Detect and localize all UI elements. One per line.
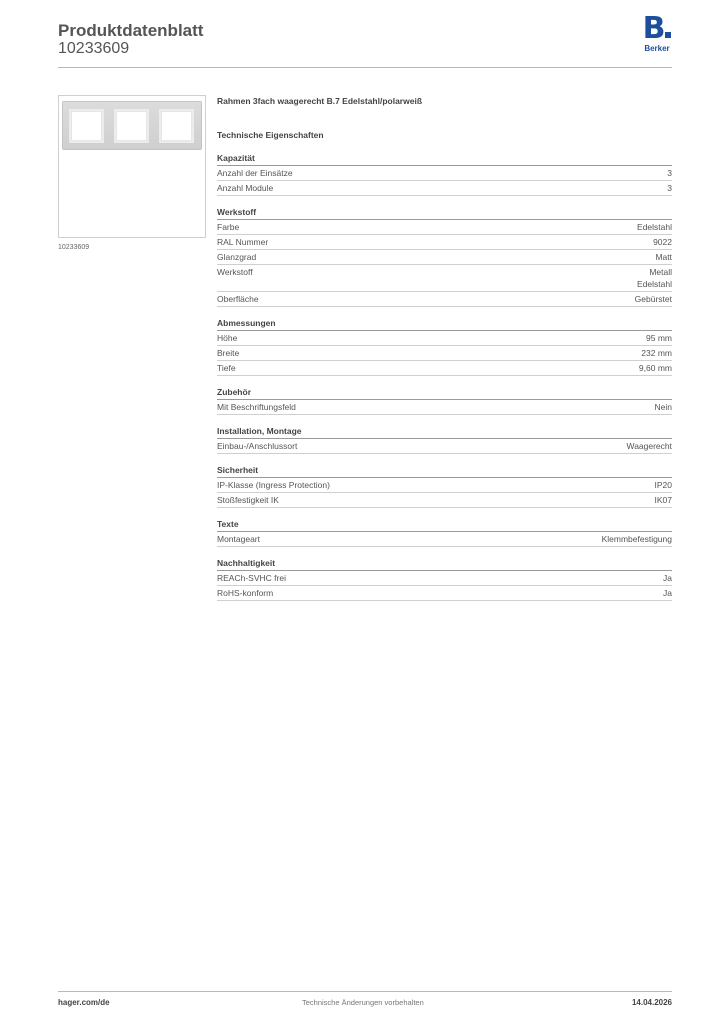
spec-label: Höhe	[217, 333, 238, 343]
technical-properties-heading: Technische Eigenschaften	[217, 130, 324, 140]
spec-row	[217, 166, 672, 181]
section-title: Werkstoff	[217, 206, 672, 220]
spec-label: RoHS-konform	[217, 588, 274, 598]
berker-logo	[640, 11, 674, 55]
spec-value-line: IP20	[654, 480, 672, 490]
image-caption: 10233609	[58, 244, 90, 251]
spec-value	[637, 266, 672, 290]
spec-value-line: Edelstahl	[637, 222, 672, 232]
product-title: Rahmen 3fach waagerecht B.7 Edelstahl/polarweiß	[217, 96, 423, 106]
spec-content	[217, 94, 672, 601]
footer-divider	[58, 991, 672, 992]
spec-label: Oberfläche	[217, 294, 259, 304]
spec-value-line: Edelstahl	[637, 279, 672, 289]
section-title: Nachhaltigkeit	[217, 557, 672, 571]
spec-row	[217, 235, 672, 250]
spec-section	[217, 206, 672, 307]
spec-row	[217, 493, 672, 508]
spec-value	[655, 479, 673, 491]
logo-dot	[665, 32, 671, 38]
spec-section	[217, 317, 672, 376]
spec-value-line: Klemmbefestigung	[601, 534, 672, 544]
footer-disclaimer: Technische Änderungen vorbehalten	[302, 998, 424, 1007]
spec-value-line: 95 mm	[646, 333, 672, 343]
section-title: Installation, Montage	[217, 425, 672, 439]
footer-date: 14.04.2026	[631, 998, 672, 1007]
product-image	[58, 95, 206, 238]
spec-row	[217, 220, 672, 235]
frame-opening	[116, 111, 147, 141]
spec-row	[217, 361, 672, 376]
spec-section	[217, 518, 672, 547]
spec-value	[639, 362, 672, 374]
spec-value-line: Waagerecht	[626, 441, 672, 451]
page-title: Produktdatenblatt	[58, 21, 204, 40]
spec-value-line: Nein	[654, 402, 672, 412]
header-divider	[58, 67, 672, 68]
spec-value-line: 3	[667, 168, 672, 178]
spec-label: Werkstoff	[217, 267, 253, 277]
spec-value-line: Ja	[663, 588, 672, 598]
spec-value-line: 232 mm	[641, 348, 672, 358]
spec-row	[217, 586, 672, 601]
spec-section	[217, 557, 672, 601]
spec-label: Breite	[217, 348, 240, 358]
spec-value-line: 3	[667, 183, 672, 193]
spec-label: Farbe	[217, 222, 240, 232]
spec-value-line: Metall	[649, 267, 672, 277]
spec-value	[637, 221, 672, 233]
spec-value-line: 9022	[653, 237, 672, 247]
spec-value	[655, 401, 672, 413]
frame-opening	[161, 111, 192, 141]
spec-section	[217, 386, 672, 415]
spec-value	[655, 251, 672, 263]
spec-value	[602, 533, 672, 545]
spec-value-line: Ja	[663, 573, 672, 583]
spec-label: Glanzgrad	[217, 252, 257, 262]
spec-row	[217, 181, 672, 196]
spec-section	[217, 464, 672, 508]
logo-text: Berker	[644, 44, 670, 53]
spec-value	[653, 236, 672, 248]
spec-row	[217, 571, 672, 586]
spec-value	[626, 440, 672, 452]
spec-sections	[217, 152, 672, 601]
spec-label: IP-Klasse (Ingress Protection)	[217, 480, 330, 490]
section-title: Kapazität	[217, 152, 672, 166]
spec-row	[217, 532, 672, 547]
spec-label: Anzahl der Einsätze	[217, 168, 293, 178]
spec-value-line: Matt	[655, 252, 672, 262]
spec-value-line: 9,60 mm	[638, 363, 672, 373]
spec-label: Anzahl Module	[217, 183, 274, 193]
spec-value-line: IK07	[654, 495, 672, 505]
spec-value	[646, 332, 672, 344]
frame-opening	[71, 111, 102, 141]
spec-value-line: Gebürstet	[634, 294, 672, 304]
spec-label: Tiefe	[217, 363, 236, 373]
spec-value	[663, 587, 672, 599]
spec-row	[217, 346, 672, 361]
spec-value	[641, 347, 672, 359]
spec-value	[663, 572, 672, 584]
spec-row	[217, 265, 672, 292]
spec-value	[655, 494, 673, 506]
spec-row	[217, 478, 672, 493]
logo-mark	[640, 11, 674, 46]
section-title: Zubehör	[217, 386, 672, 400]
spec-value	[667, 182, 672, 194]
spec-section	[217, 152, 672, 196]
spec-row	[217, 292, 672, 307]
spec-label: REACh-SVHC frei	[217, 573, 286, 583]
spec-label: Stoßfestigkeit IK	[217, 495, 279, 505]
spec-label: Mit Beschriftungsfeld	[217, 402, 296, 412]
spec-row	[217, 439, 672, 454]
product-number: 10233609	[58, 40, 130, 57]
spec-value	[635, 293, 672, 305]
section-title: Texte	[217, 518, 672, 532]
section-title: Abmessungen	[217, 317, 672, 331]
product-frame-illustration	[63, 102, 201, 149]
section-title: Sicherheit	[217, 464, 672, 478]
spec-row	[217, 400, 672, 415]
footer-website: hager.com/de	[58, 998, 110, 1007]
spec-label: RAL Nummer	[217, 237, 269, 247]
spec-row	[217, 331, 672, 346]
spec-label: Montageart	[217, 534, 260, 544]
spec-label: Einbau-/Anschlussort	[217, 441, 298, 451]
spec-row	[217, 250, 672, 265]
logo-letter: B	[642, 11, 665, 46]
spec-value	[667, 167, 672, 179]
spec-section	[217, 425, 672, 454]
